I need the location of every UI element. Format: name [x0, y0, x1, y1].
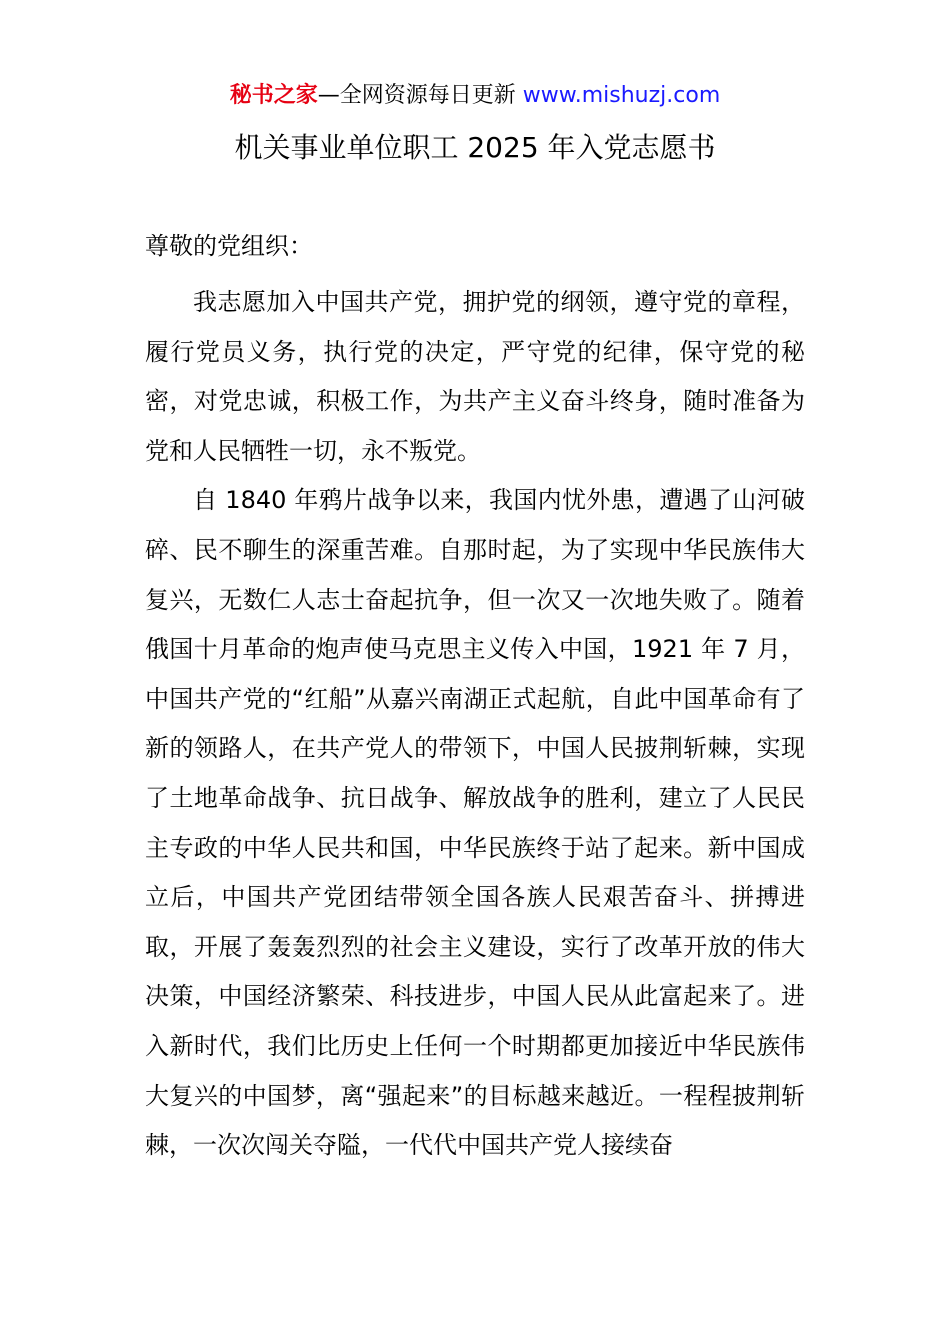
site-header: [0, 80, 950, 112]
paragraph-pledge: 我志愿加入中国共产党，拥护党的纲领，遵守党的章程，履行党员义务，执行党的决定，严守党的纪律，保守党的秘密，对党忠诚，积极工作，为共产主义奋斗终身，随时准备为党和人民牺牲一切，永不叛党。: [145, 288, 805, 465]
paragraph-history: 自 1840 年鸦片战争以来，我国内忧外患，遭遇了山河破碎、民不聊生的深重苦难。自那时起，为了实现中华民族伟大复兴，无数仁人志士奋起抗争，但一次又一次地失败了。随着俄国十月革命的炮声使马克思主义传入中国，1921 年 7 月，中国共产党的“红船”从嘉兴南湖正式起航，自此中国革命有了新的领路人，在共产党人的带领下，中国人民披荆斩棘，实现了土地革命战争、抗日战争、解放战争的胜利，建立了人民民主专政的中华人民共和国，中华民族终于站了起来。新中国成立后，中国共产党团结带领全国各族人民艰苦奋斗、拼搏进取，开展了轰轰烈烈的社会主义建设，实行了改革开放的伟大决策，中国经济繁荣、科技进步，中国人民从此富起来了。进入新时代，我们比历史上任何一个时期都更加接近中华民族伟大复兴的中国梦，离“强起来”的目标越来越近。一程程披荆斩棘，一次次闯关夺隘，一代代中国共产党人接续奋: [145, 486, 805, 1160]
salutation: 尊敬的党组织：: [145, 232, 313, 260]
header-tagline: —全网资源每日更新: [317, 83, 523, 108]
document-body: [145, 278, 805, 1171]
document-title: 机关事业单位职工 2025 年入党志愿书: [234, 131, 716, 164]
site-url-link[interactable]: www.mishuzj.com: [522, 83, 721, 108]
brand-name: 秘书之家: [229, 83, 318, 108]
